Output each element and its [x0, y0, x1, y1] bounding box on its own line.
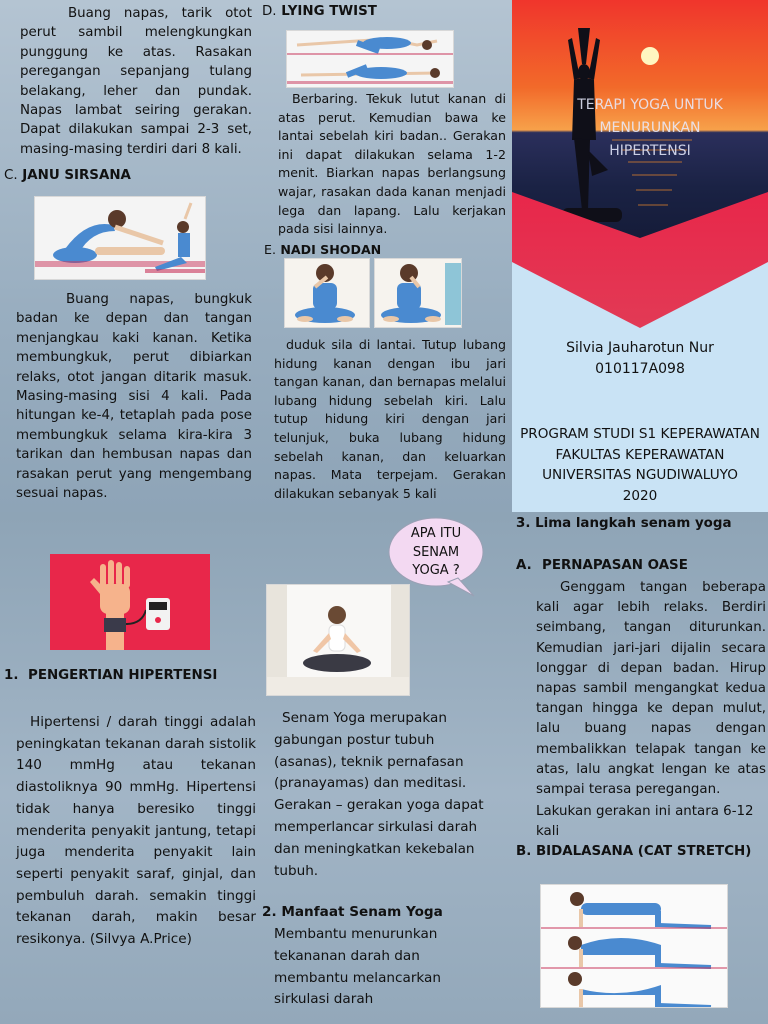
year: 2020 — [622, 487, 658, 504]
student-id: 010117A098 — [595, 361, 685, 377]
cover-sunset-image — [512, 0, 768, 330]
nadi-shodan-heading: E. NADI SHODAN — [264, 242, 382, 257]
janu-sirsana-photo — [34, 196, 206, 280]
hypertension-illustration — [50, 554, 210, 650]
cat-stretch-photo — [540, 884, 728, 1008]
bidalasana-heading: B. BIDALASANA (CAT STRETCH) — [516, 844, 752, 859]
program-line3: UNIVERSITAS NGUDIWALUYO — [542, 467, 738, 483]
cover-panel — [512, 0, 768, 512]
bubble-line1: APA ITU — [410, 526, 462, 541]
cover-title-line1: TERAPI YOGA UNTUK — [577, 97, 723, 113]
panel-col1-bottom — [0, 512, 258, 1024]
lying-twist-photo — [286, 30, 454, 88]
manfaat-heading: 2. Manfaat Senam Yoga — [262, 904, 443, 920]
pernapasan-repeat-text: Lakukan gerakan ini antara 6-12 kali — [536, 804, 754, 840]
program-line1: PROGRAM STUDI S1 KEPERAWATAN — [520, 426, 760, 442]
pernapasan-oase-text: Genggam tangan beberapa kali agar lebih relaks. Berdiri seimbang, tangan diturunkan. Kemudian jari-jari dijalin secara longgar di depan badan. Hirup napas sambil mengangkat kedua tangan hingga ke depan mulut, lalu buang napas dengan membalikkan telapak tangan ke atas, lalu angkat lengan ke atas sampai terasa peregangan. — [536, 580, 766, 798]
pernapasan-oase-heading: A. PERNAPASAN OASE — [516, 558, 688, 573]
author-name: Silvia Jauharotun Nur — [566, 340, 714, 356]
cover-title-line3: HIPERTENSI — [609, 143, 691, 159]
janu-sirsana-heading: C. JANU SIRSANA — [4, 168, 131, 183]
pengertian-text: Hipertensi / darah tinggi adalah peningkatan tekanan darah sistolik 140 mmHg atau tekanan diastoliknya 90 mmHg. Hipertensi tidak hanya beresiko tinggi menderita penyakit jantung, tetapi juga menderita penyakit lain seperti penyakit saraf, ginjal, dan pembuluh darah. semakin tinggi tekanan darah, makin besar resikonya. (Silvya A.Price) — [16, 714, 256, 948]
cover-title-line2: MENURUNKAN — [599, 120, 701, 136]
panel-col2-top — [258, 0, 512, 512]
program-line2: FAKULTAS KEPERAWATAN — [555, 446, 725, 463]
panel-col3-bottom — [512, 512, 768, 1024]
nadi-shodan-photo-right — [374, 258, 462, 328]
bubble-line2: SENAM — [412, 544, 460, 560]
cover-title — [512, 94, 768, 163]
lying-twist-heading: D. LYING TWIST — [262, 4, 377, 19]
lima-langkah-heading: 3. Lima langkah senam yoga — [516, 516, 732, 531]
senam-yoga-text: Senam Yoga merupakan gabungan postur tubuh (asanas), teknik pernafasan (pranayamas) dan meditasi. Gerakan – gerakan yoga dapat memperlancar sirkulasi darah dan meningkatkan kekebalan tubuh. — [274, 710, 484, 879]
nadi-shodan-text: duduk sila di lantai. Tutup lubang hidung kanan dengan ibu jari tangan kanan, dan bernapas melalui lubang hidung sebelah kiri. Lalu tutup hidung kiri dengan jari telunjuk, buka lubang hidung sebelah kanan, dan keluarkan napas. Mata terpejam. Gerakan dilakukan sebanyak 5 kali — [274, 337, 506, 501]
pengertian-heading: 1. PENGERTIAN HIPERTENSI — [4, 668, 218, 683]
bubble-line3: YOGA ? — [412, 563, 460, 578]
panel-col2-bottom — [258, 512, 512, 1024]
lying-twist-text: Berbaring. Tekuk lutut kanan di atas perut. Kemudian bawa ke lantai sebelah kiri badan.. Gerakan ini dapat dilakukan selama 1-2 menit. Biarkan napas berlangsung wajar, rasakan dada kanan menjadi lega dan lapang. Lalu kerjakan pada sisi lainnya. — [278, 91, 506, 237]
janu-sirsana-text: Buang napas, bungkuk badan ke depan dan tangan menjangkau kaki kanan. Ketika membungkuk, perut dibiarkan relaks, otot jangan ditarik masuk. Masing-masing sisi 4 kali. Pada hitungan ke-4, tetaplah pada pose membungkuk selama kira-kira 3 tarikan dan hembusan napas dan rasakan perut yang mengembang sesuai napas. — [16, 292, 252, 502]
nadi-shodan-photo-left — [284, 258, 370, 328]
intro-text: Buang napas, tarik otot perut sambil melengkungkan punggung ke atas. Rasakan peregangan sepanjang tulang belakang, leher dan pundak. Napas lambat seiring gerakan. Dapat dilakukan sampai 2-3 set, masing-masing terdiri dari 8 kali. — [20, 6, 252, 157]
meditation-photo — [266, 584, 410, 696]
panel-col1-top — [0, 0, 258, 512]
manfaat-text: Membantu menurunkan tekananan darah dan membantu melancarkan sirkulasi darah — [274, 926, 441, 1008]
